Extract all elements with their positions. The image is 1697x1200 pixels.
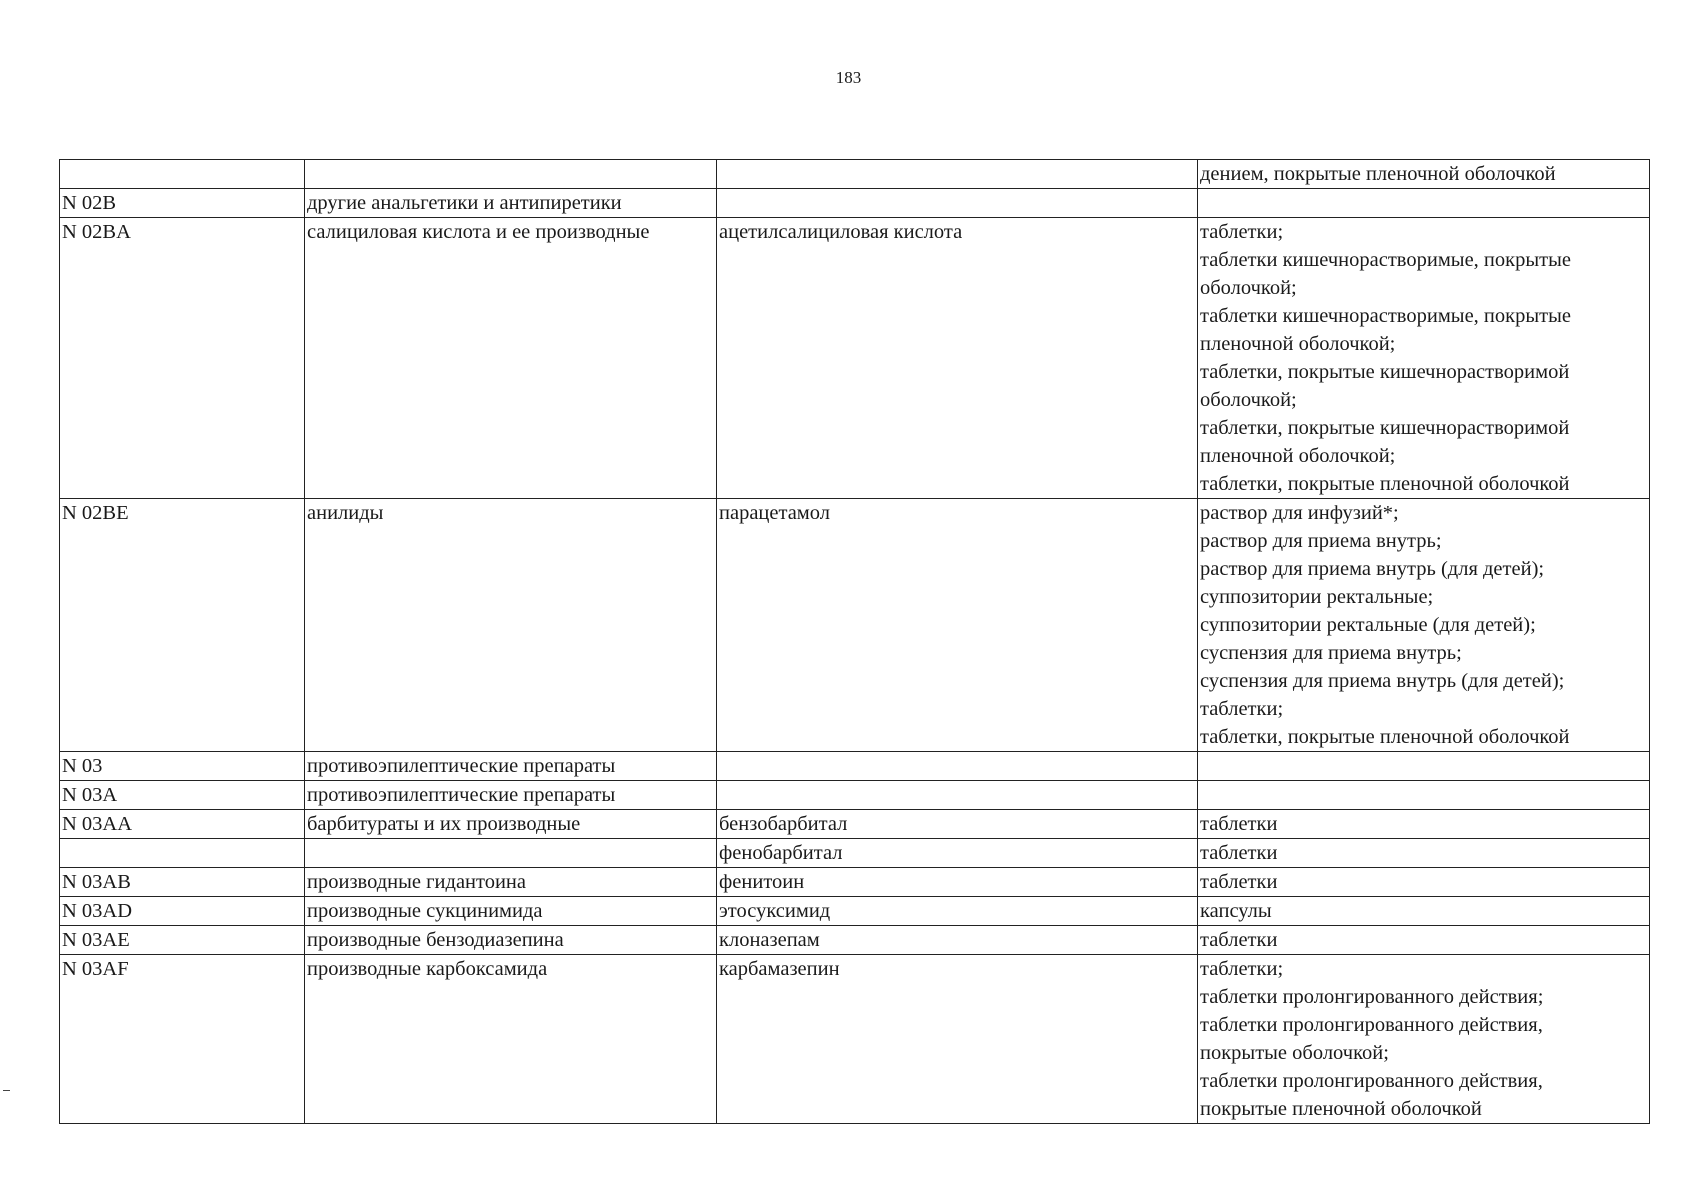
atc-code-cell: N 03A <box>60 781 305 810</box>
drug-table <box>59 159 1650 1124</box>
dosage-form-cell <box>1198 955 1650 1124</box>
dosage-form-cell <box>1198 839 1650 868</box>
dosage-form-cell <box>1198 781 1650 810</box>
dosage-form-line: таблетки; <box>1200 221 1284 243</box>
dosage-form-line: таблетки <box>1200 842 1278 864</box>
dosage-form-line: таблетки пролонгированного действия; <box>1200 986 1544 1008</box>
dosage-form-cell <box>1198 189 1650 218</box>
atc-group-cell: производные карбоксамида <box>305 955 717 1124</box>
drug-table-body <box>60 160 1650 1124</box>
drug-name-cell <box>717 752 1198 781</box>
table-row <box>60 160 1650 189</box>
atc-group-cell: противоэпилептические препараты <box>305 781 717 810</box>
atc-code-cell: N 03AE <box>60 926 305 955</box>
dosage-form-line: суппозитории ректальные; <box>1200 586 1434 608</box>
dosage-form-line: таблетки, покрытые кишечнорастворимой <box>1200 361 1570 383</box>
table-row <box>60 781 1650 810</box>
atc-group-cell: производные гидантоина <box>305 868 717 897</box>
atc-code-cell: N 03AA <box>60 810 305 839</box>
dosage-form-line: таблетки, покрытые пленочной оболочкой <box>1200 726 1570 748</box>
drug-name-cell: ацетилсалициловая кислота <box>717 218 1198 499</box>
atc-code-cell <box>60 160 305 189</box>
dosage-form-line: дением, покрытые пленочной оболочкой <box>1200 163 1556 185</box>
table-row <box>60 868 1650 897</box>
drug-name-cell: этосуксимид <box>717 897 1198 926</box>
dosage-form-line: раствор для инфузий*; <box>1200 502 1399 524</box>
dosage-form-line: таблетки <box>1200 929 1278 951</box>
dosage-form-line: покрытые оболочкой; <box>1200 1042 1389 1064</box>
atc-code-cell: N 02BE <box>60 499 305 752</box>
drug-name-cell: карбамазепин <box>717 955 1198 1124</box>
dosage-form-line: пленочной оболочкой; <box>1200 445 1396 467</box>
dosage-form-cell <box>1198 926 1650 955</box>
atc-group-cell: производные бензодиазепина <box>305 926 717 955</box>
margin-mark <box>3 1090 10 1091</box>
dosage-form-line: таблетки <box>1200 813 1278 835</box>
dosage-form-line: таблетки кишечнорастворимые, покрытые <box>1200 249 1571 271</box>
atc-group-cell <box>305 839 717 868</box>
atc-code-cell: N 02BA <box>60 218 305 499</box>
dosage-form-cell <box>1198 218 1650 499</box>
atc-group-cell: противоэпилептические препараты <box>305 752 717 781</box>
dosage-form-line <box>1200 781 1647 809</box>
table-row <box>60 499 1650 752</box>
dosage-form-line: покрытые пленочной оболочкой <box>1200 1098 1482 1120</box>
atc-code-cell: N 02B <box>60 189 305 218</box>
atc-group-cell: другие анальгетики и антипиретики <box>305 189 717 218</box>
dosage-form-line <box>1200 752 1647 780</box>
drug-name-cell: бензобарбитал <box>717 810 1198 839</box>
atc-code-cell: N 03AD <box>60 897 305 926</box>
atc-group-cell <box>305 160 717 189</box>
dosage-form-line: раствор для приема внутрь; <box>1200 530 1442 552</box>
drug-name-cell: фенитоин <box>717 868 1198 897</box>
table-row <box>60 752 1650 781</box>
dosage-form-line: таблетки; <box>1200 958 1284 980</box>
dosage-form-line: таблетки <box>1200 871 1278 893</box>
dosage-form-line: раствор для приема внутрь (для детей); <box>1200 558 1545 580</box>
dosage-form-line: капсулы <box>1200 900 1272 922</box>
dosage-form-line: пленочной оболочкой; <box>1200 333 1396 355</box>
dosage-form-cell <box>1198 868 1650 897</box>
dosage-form-cell <box>1198 499 1650 752</box>
dosage-form-line: таблетки пролонгированного действия, <box>1200 1070 1543 1092</box>
atc-group-cell: производные сукцинимида <box>305 897 717 926</box>
dosage-form-cell <box>1198 897 1650 926</box>
table-row <box>60 218 1650 499</box>
drug-name-cell: клоназепам <box>717 926 1198 955</box>
table-row <box>60 897 1650 926</box>
page-number: 183 <box>835 68 862 87</box>
table-row <box>60 189 1650 218</box>
dosage-form-line <box>1200 189 1647 217</box>
dosage-form-line: оболочкой; <box>1200 277 1297 299</box>
atc-code-cell: N 03AB <box>60 868 305 897</box>
atc-code-cell: N 03AF <box>60 955 305 1124</box>
atc-group-cell: барбитураты и их производные <box>305 810 717 839</box>
dosage-form-line: таблетки пролонгированного действия, <box>1200 1014 1543 1036</box>
drug-name-cell: фенобарбитал <box>717 839 1198 868</box>
dosage-form-line: суппозитории ректальные (для детей); <box>1200 614 1536 636</box>
dosage-form-line: суспензия для приема внутрь; <box>1200 642 1462 664</box>
table-row <box>60 955 1650 1124</box>
dosage-form-line: таблетки, покрытые кишечнорастворимой <box>1200 417 1570 439</box>
atc-code-cell <box>60 839 305 868</box>
atc-group-cell: анилиды <box>305 499 717 752</box>
atc-code-cell: N 03 <box>60 752 305 781</box>
dosage-form-line: суспензия для приема внутрь (для детей); <box>1200 670 1565 692</box>
drug-name-cell <box>717 160 1198 189</box>
dosage-form-line: таблетки; <box>1200 698 1284 720</box>
drug-name-cell <box>717 189 1198 218</box>
dosage-form-line: таблетки кишечнорастворимые, покрытые <box>1200 305 1571 327</box>
table-row <box>60 839 1650 868</box>
dosage-form-cell <box>1198 810 1650 839</box>
dosage-form-cell <box>1198 752 1650 781</box>
dosage-form-line: оболочкой; <box>1200 389 1297 411</box>
table-row <box>60 810 1650 839</box>
dosage-form-cell <box>1198 160 1650 189</box>
drug-name-cell: парацетамол <box>717 499 1198 752</box>
drug-name-cell <box>717 781 1198 810</box>
dosage-form-line: таблетки, покрытые пленочной оболочкой <box>1200 473 1570 495</box>
atc-group-cell: салициловая кислота и ее производные <box>305 218 717 499</box>
table-row <box>60 926 1650 955</box>
